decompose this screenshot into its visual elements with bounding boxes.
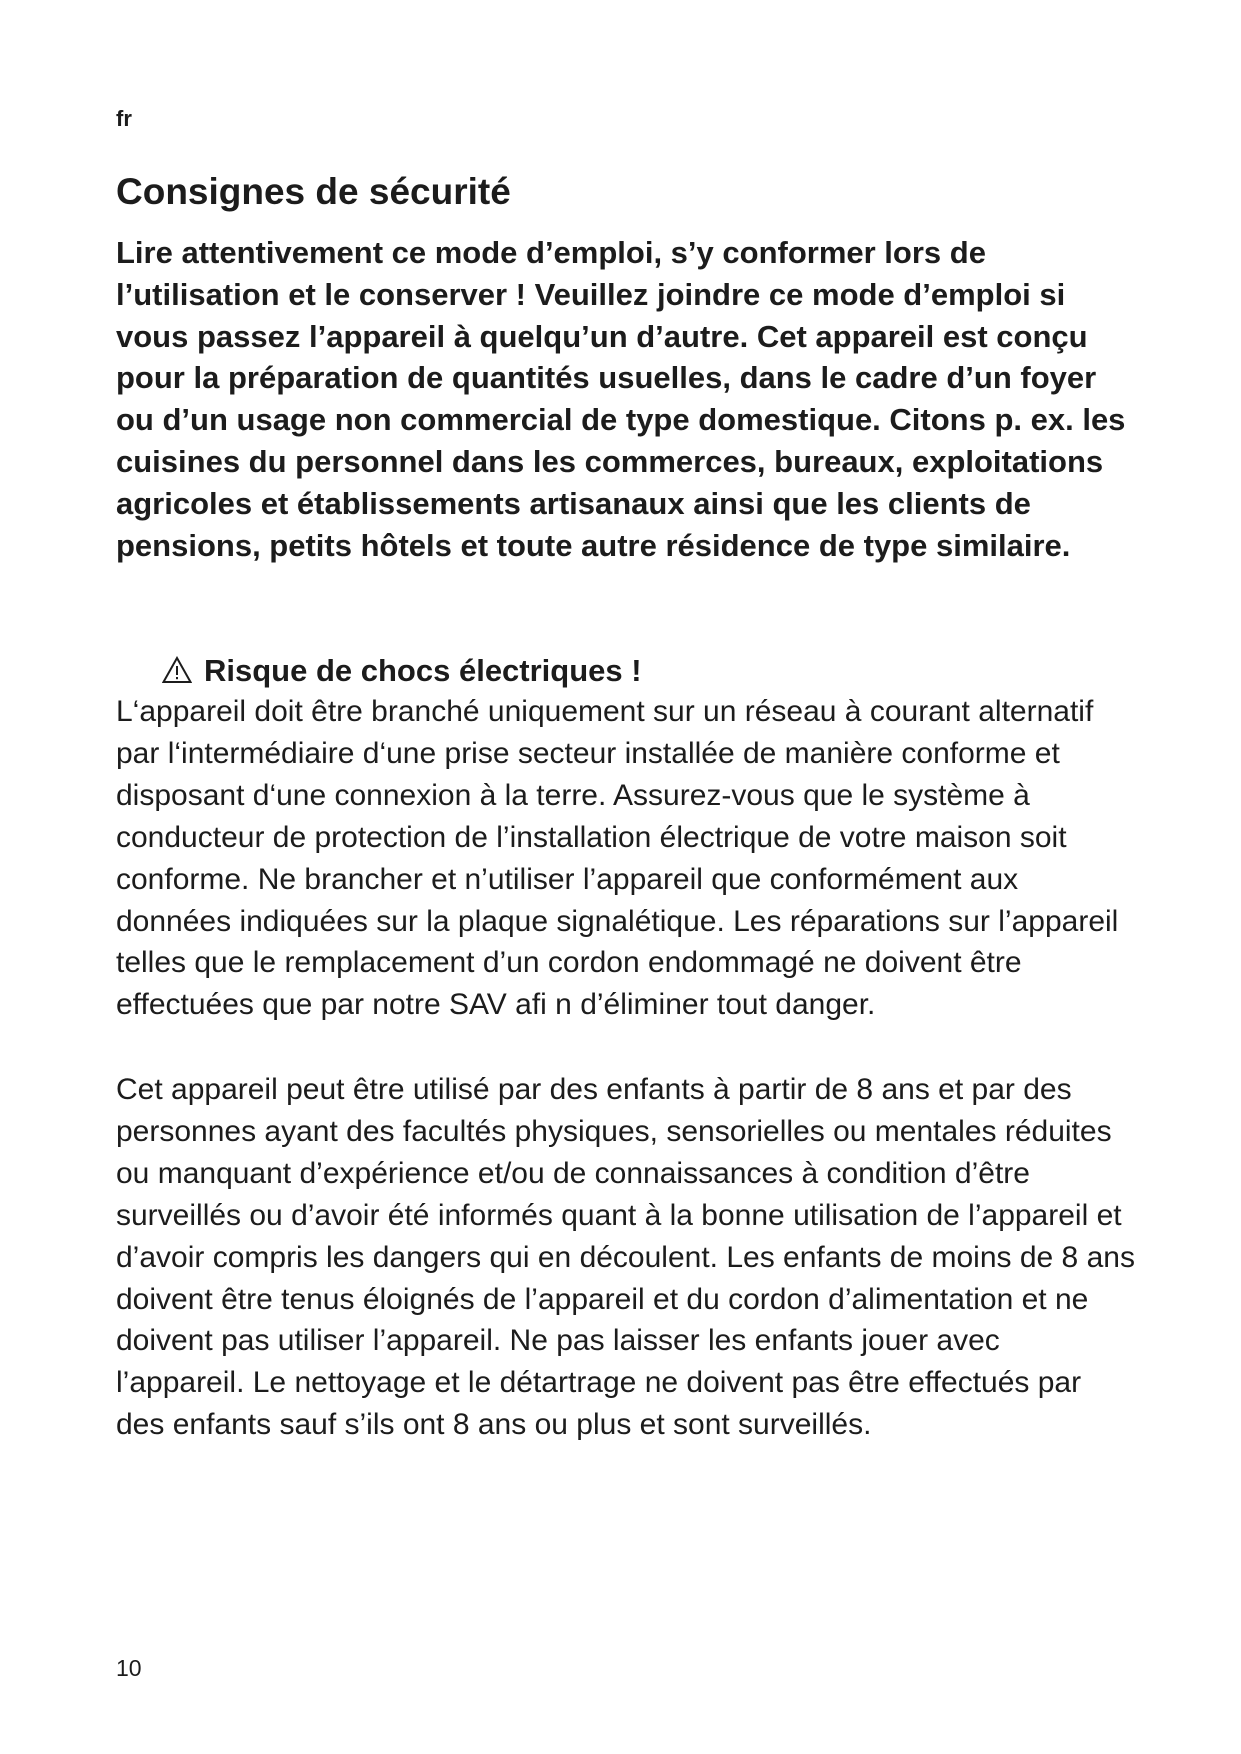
- page-title: Consignes de sécurité: [116, 171, 511, 212]
- intro-paragraph: Lire attentivement ce mode d’emploi, s’y conformer lors de l’utilisation et le conserver ! Veuillez joindre ce mode d’emploi si vous passez l’appareil à quelqu’un d’autre. Cet appareil est conçu pour la préparation de quantités usuelles, dans le cadre d’un foyer ou d’un usage non commercial de type domestique. Citons p. ex. les cuisines du personnel dans les commerces, bureaux, exploitations agricoles et établissements artisanaux ainsi que les clients de pensions, petits hôtels et toute autre résidence de type similaire.: [116, 235, 1126, 563]
- page-number: 10: [116, 1655, 142, 1681]
- warning-triangle-icon: [162, 653, 192, 681]
- warning-heading-text: Risque de chocs électriques !: [204, 653, 642, 688]
- warning-heading: [162, 650, 642, 691]
- electric-safety-paragraph: L‘appareil doit être branché uniquement sur un réseau à courant alternatif par l‘intermédiaire d‘une prise secteur installée de manière conforme et disposant d‘une connexion à la terre. Assurez-vous que le système à conducteur de protection de l’installation électrique de votre maison soit conforme. Ne brancher et n’utiliser l’appareil que conformément aux données indiquées sur la plaque signalétique. Les réparations sur l’appareil telles que le remplacement d’un cordon endommagé ne doivent être effectuées que par notre SAV afi n d’éliminer tout danger.: [116, 695, 1119, 1022]
- language-tag: fr: [116, 106, 132, 131]
- children-safety-paragraph: Cet appareil peut être utilisé par des enfants à partir de 8 ans et par des personnes ayant des facultés physiques, sensorielles ou mentales réduites ou manquant d’expérience et/ou de connaissances à condition d’être surveillés ou d’avoir été informés quant à la bonne utilisation de l’appareil et d’avoir compris les dangers qui en découlent. Les enfants de moins de 8 ans doivent être tenus éloignés de l’appareil et du cordon d’alimentation et ne doivent pas utiliser l’appareil. Ne pas laisser les enfants jouer avec l’appareil. Le nettoyage et le détartrage ne doivent pas être effectués par des enfants sauf s’ils ont 8 ans ou plus et sont surveillés.: [116, 1073, 1135, 1442]
